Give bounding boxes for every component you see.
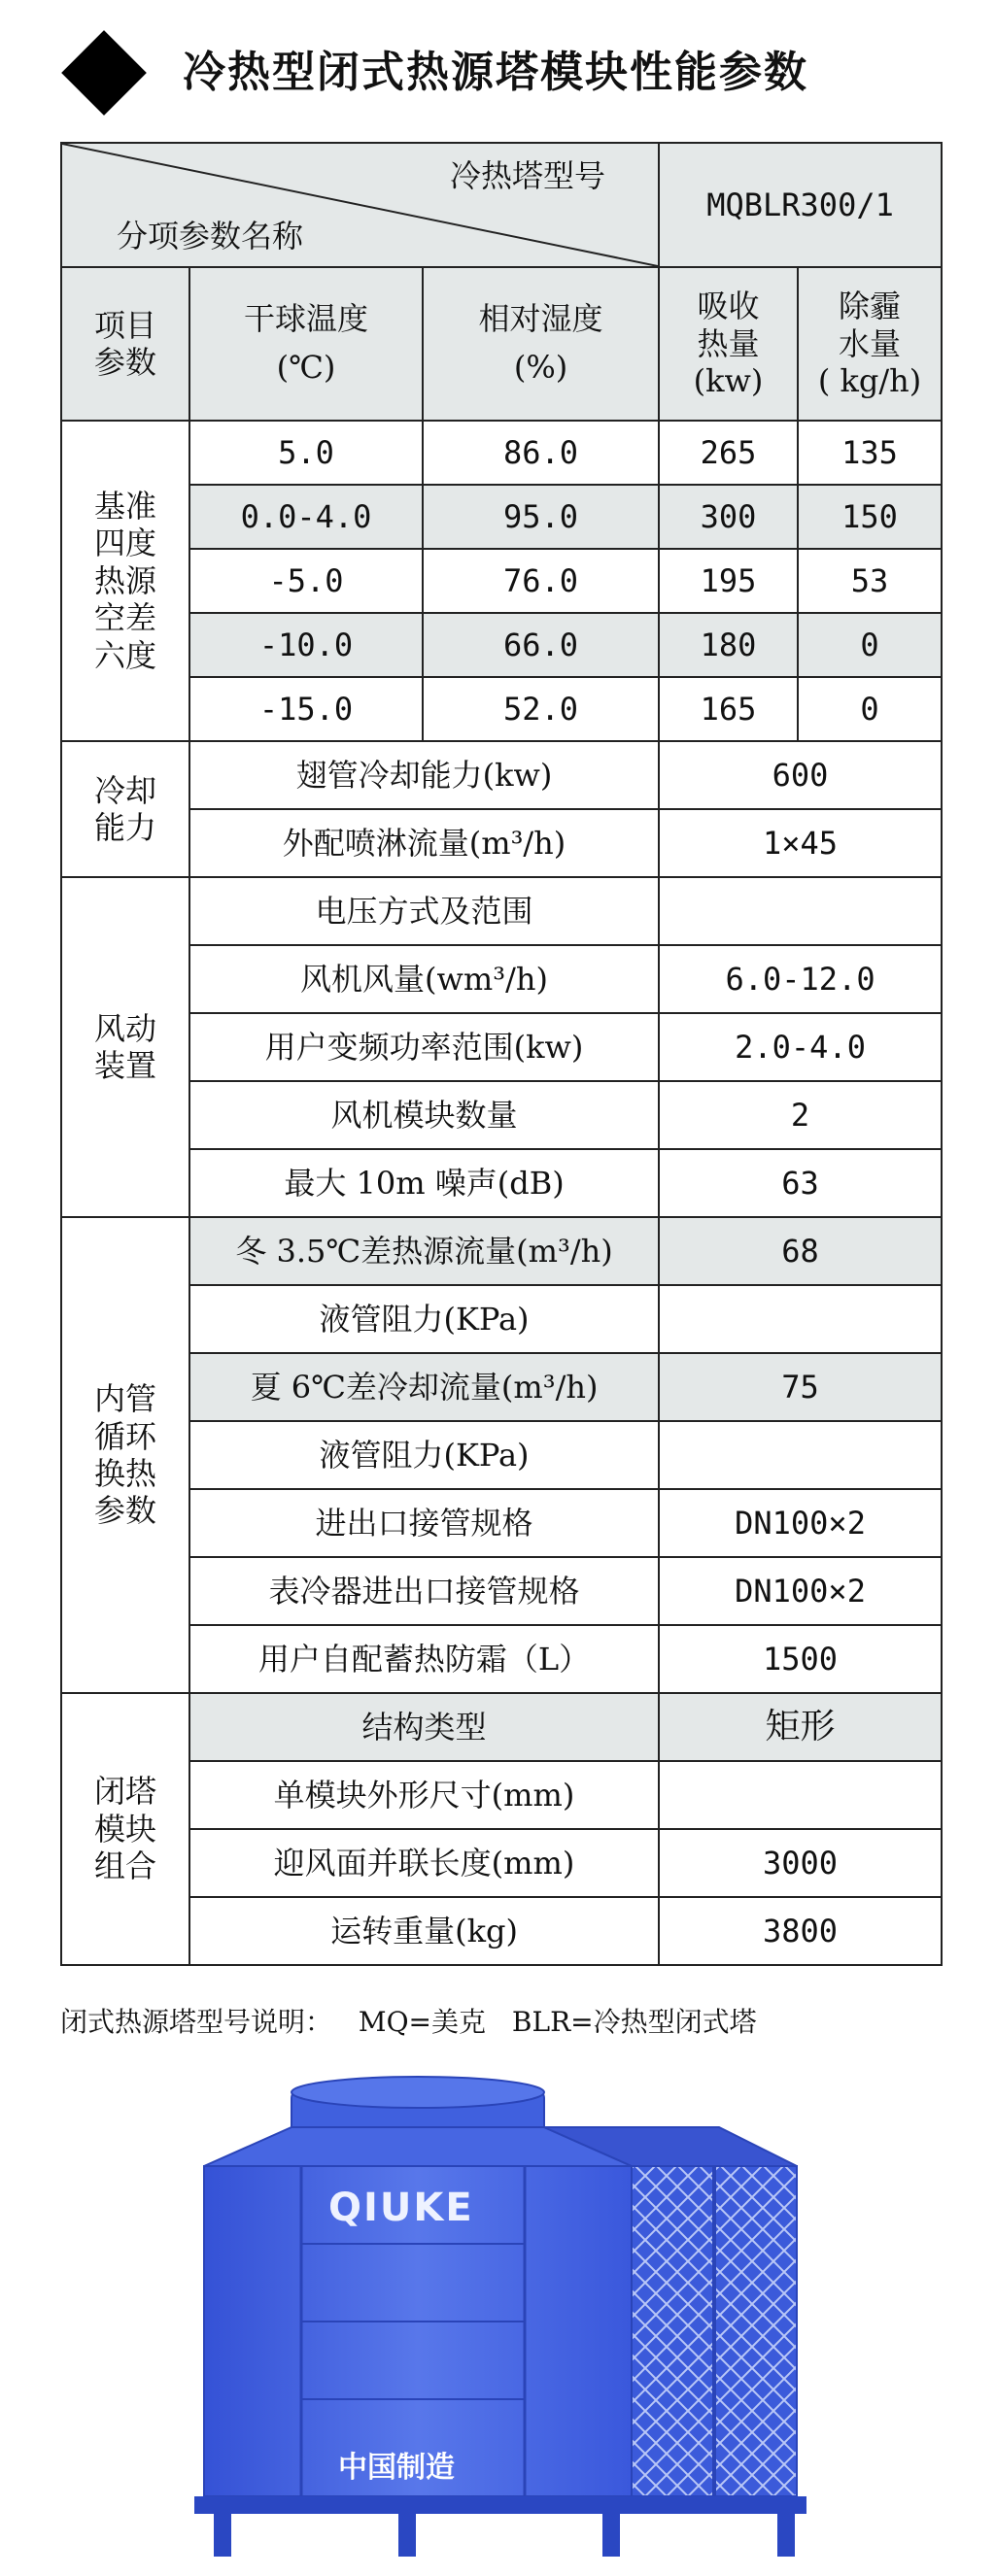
param-name-cell: 单模块外形尺寸(mm) [189,1761,659,1829]
heat-cell: 165 [659,677,798,741]
dry-bulb-cell: 0.0-4.0 [189,485,423,549]
param-value-cell: DN100×2 [659,1489,942,1557]
param-name-cell: 迎风面并联长度(mm) [189,1829,659,1897]
table-row [61,877,942,945]
param-name-cell: 用户自配蓄热防霜（L） [189,1625,659,1693]
table-row [61,809,942,877]
param-value-cell: 2.0-4.0 [659,1013,942,1081]
dry-bulb-cell: -15.0 [189,677,423,741]
param-name-cell: 进出口接管规格 [189,1489,659,1557]
page-title: 冷热型闭式热源塔模块性能参数 [183,48,808,97]
param-value-cell: 600 [659,741,942,809]
param-name-cell: 表冷器进出口接管规格 [189,1557,659,1625]
param-value-cell: 3800 [659,1897,942,1965]
table-row [61,1217,942,1285]
frost-removal-header: 除霾 水量 ( kg/h) [798,267,942,421]
table-row [61,1829,942,1897]
table-row [61,1353,942,1421]
table-row [61,1081,942,1149]
param-value-cell: 75 [659,1353,942,1421]
inner-loop-category: 内管 循环 换热 参数 [61,1217,189,1693]
table-header-row [61,143,942,267]
dry-bulb-cell: -5.0 [189,549,423,613]
table-row [61,1149,942,1217]
model-value: MQBLR300/1 [659,143,942,267]
param-name-cell: 结构类型 [189,1693,659,1761]
humidity-cell: 95.0 [423,485,659,549]
tower-product-image [175,2069,816,2564]
tower-combo-category: 闭塔 模块 组合 [61,1693,189,1965]
humidity-cell: 76.0 [423,549,659,613]
dry-bulb-cell: -10.0 [189,613,423,677]
spec-table [60,142,943,1966]
param-value-cell [659,1285,942,1353]
heat-cell: 180 [659,613,798,677]
model-note [60,2001,774,2040]
param-name-cell: 运转重量(kg) [189,1897,659,1965]
brand-logo: QIUKE [328,2186,474,2230]
humidity-cell: 52.0 [423,677,659,741]
table-row [61,741,942,809]
table-row [61,1013,942,1081]
param-name-cell: 翅管冷却能力(kw) [189,741,659,809]
table-row [61,1421,942,1489]
cooling-tower-illustration [175,2069,816,2564]
note-label: 闭式热源塔型号说明： [60,2006,333,2038]
baseline-category: 基准 四度 热源 空差 六度 [61,421,189,741]
water-cell: 0 [798,613,942,677]
heat-cell: 265 [659,421,798,485]
note-blr: BLR=冷热型闭式塔 [511,2006,757,2038]
table-row [61,1761,942,1829]
table-row [61,1693,942,1761]
dry-bulb-cell: 5.0 [189,421,423,485]
table-row [61,945,942,1013]
param-name-header-label: 分项参数名称 [117,217,304,254]
table-row [61,549,942,613]
water-cell: 135 [798,421,942,485]
param-name-cell: 液管阻力(KPa) [189,1285,659,1353]
param-name-cell: 用户变频功率范围(kw) [189,1013,659,1081]
table-row [61,613,942,677]
param-name-cell: 电压方式及范围 [189,877,659,945]
param-value-cell: 63 [659,1149,942,1217]
param-name-cell: 最大 10m 噪声(dB) [189,1149,659,1217]
water-cell: 0 [798,677,942,741]
param-value-cell: 1×45 [659,809,942,877]
param-value-cell: 2 [659,1081,942,1149]
param-name-cell: 夏 6℃差冷却流量(m³/h) [189,1353,659,1421]
table-row [61,421,942,485]
param-value-cell [659,1761,942,1829]
model-header-label: 冷热塔型号 [450,157,606,194]
title-bar [56,21,970,119]
param-value-cell: 3000 [659,1829,942,1897]
fan-category: 风动 装置 [61,877,189,1217]
param-value-cell: 矩形 [659,1693,942,1761]
cooling-category: 冷却 能力 [61,741,189,877]
table-row [61,1557,942,1625]
water-cell: 150 [798,485,942,549]
param-value-cell: DN100×2 [659,1557,942,1625]
table-row [61,1897,942,1965]
made-in-china-label: 中国制造 [338,2451,455,2485]
param-name-cell: 风机风量(wm³/h) [189,945,659,1013]
table-row [61,677,942,741]
header-diagonal-cell [61,143,659,267]
humidity-cell: 86.0 [423,421,659,485]
humidity-cell: 66.0 [423,613,659,677]
table-row [61,1489,942,1557]
param-value-cell: 68 [659,1217,942,1285]
param-name-cell: 液管阻力(KPa) [189,1421,659,1489]
table-row [61,1285,942,1353]
param-value-cell: 1500 [659,1625,942,1693]
table-row [61,485,942,549]
sub-header-row [61,267,942,421]
heat-cell: 300 [659,485,798,549]
param-name-cell: 外配喷淋流量(m³/h) [189,809,659,877]
water-cell: 53 [798,549,942,613]
diamond-bullet-icon [61,30,147,116]
table-row [61,1625,942,1693]
humidity-header: 相对湿度 (%) [423,267,659,421]
param-name-cell: 冬 3.5℃差热源流量(m³/h) [189,1217,659,1285]
heat-cell: 195 [659,549,798,613]
param-value-cell [659,1421,942,1489]
note-mq: MQ=美克 [358,2006,487,2038]
item-param-header: 项目 参数 [61,267,189,421]
param-name-cell: 风机模块数量 [189,1081,659,1149]
param-value-cell: 6.0-12.0 [659,945,942,1013]
dry-bulb-header: 干球温度 (℃) [189,267,423,421]
param-value-cell [659,877,942,945]
heat-absorb-header: 吸收 热量 (kw) [659,267,798,421]
